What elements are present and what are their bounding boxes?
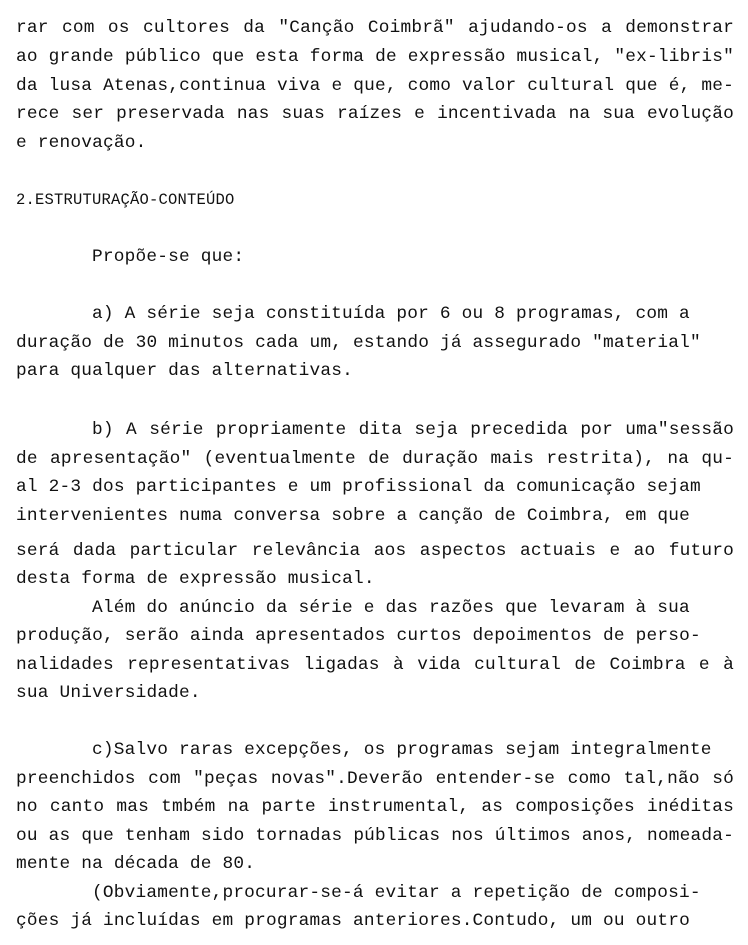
- item-a-line-1: a) A série seja constituída por 6 ou 8 programas, com a: [92, 304, 690, 324]
- item-b-line-6: desta forma de expressão musical.: [16, 569, 375, 589]
- item-c-note-line-2: ções já incluídas em programas anteriores.Contudo, um ou outro: [16, 911, 690, 931]
- intro-line-2: ao grande público que esta forma de expressão musical, "ex-libris": [16, 47, 734, 67]
- item-b-line-1: b) A série propriamente dita seja precedida por uma"sessão: [92, 420, 734, 440]
- item-c-line-2: preenchidos com "peças novas".Deverão entender-se como tal,não só: [16, 769, 734, 789]
- item-b-line-5: será dada particular relevância aos aspectos actuais e ao futuro: [16, 541, 734, 561]
- intro-line-1: rar com os cultores da "Canção Coimbrã" ajudando-os a demonstrar: [16, 18, 734, 38]
- item-b-line-3: al 2-3 dos participantes e um profissional da comunicação sejam: [16, 477, 701, 497]
- item-b-line-4: intervenientes numa conversa sobre a canção de Coimbra, em que: [16, 506, 690, 526]
- item-a-line-3: para qualquer das alternativas.: [16, 361, 353, 381]
- intro-line-5: e renovação.: [16, 133, 147, 153]
- intro-line-3: da lusa Atenas,continua viva e que, como valor cultural que é, me-: [16, 76, 734, 96]
- item-a-line-2: duração de 30 minutos cada um, estando já assegurado "material": [16, 333, 701, 353]
- section-heading: 2.ESTRUTURAÇÃO-CONTEÚDO: [16, 191, 235, 209]
- item-b-cont-line-4: sua Universidade.: [16, 683, 201, 703]
- intro-line-4: rece ser preservada nas suas raízes e incentivada na sua evolução: [16, 104, 734, 124]
- item-b-cont-line-3: nalidades representativas ligadas à vida cultural de Coimbra e à: [16, 655, 734, 675]
- item-c-line-3: no canto mas tmbém na parte instrumental, as composições inéditas: [16, 797, 734, 817]
- item-b-line-2: de apresentação" (eventualmente de duração mais restrita), na qu-: [16, 449, 734, 469]
- item-c-line-1: c)Salvo raras excepções, os programas sejam integralmente: [92, 740, 712, 760]
- item-c-line-4: ou as que tenham sido tornadas públicas nos últimos anos, nomeada-: [16, 826, 734, 846]
- item-b-cont-line-2: produção, serão ainda apresentados curtos depoimentos de perso-: [16, 626, 701, 646]
- item-c-note-line-1: (Obviamente,procurar-se-á evitar a repetição de composi-: [92, 883, 701, 903]
- proposal-intro: Propõe-se que:: [92, 247, 245, 267]
- item-c-line-5: mente na década de 80.: [16, 854, 256, 874]
- item-b-cont-line-1: Além do anúncio da série e das razões que levaram à sua: [92, 598, 690, 618]
